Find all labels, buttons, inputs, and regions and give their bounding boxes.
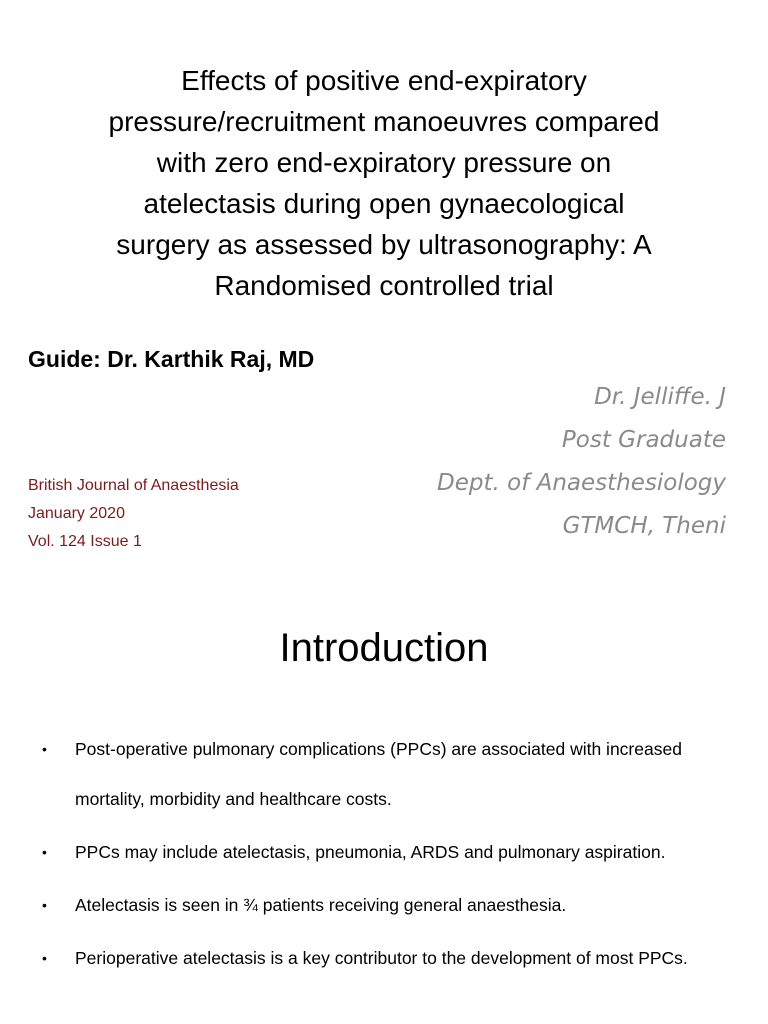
title-line: Effects of positive end-expiratory bbox=[181, 65, 587, 96]
title-line: pressure/recruitment manoeuvres compared bbox=[108, 106, 660, 137]
bullet-icon: • bbox=[42, 897, 47, 913]
author-institution: GTMCH, Theni bbox=[562, 513, 726, 539]
journal-citation bbox=[28, 472, 239, 556]
slide-title bbox=[40, 60, 728, 306]
bullet-text: Atelectasis is seen in ¾ patients receiving general anaesthesia. bbox=[75, 895, 567, 915]
bullet-item bbox=[36, 827, 736, 877]
guide-name: Guide: Dr. Karthik Raj, MD bbox=[28, 346, 315, 372]
bullet-text: PPCs may include atelectasis, pneumonia, ARDS and pulmonary aspiration. bbox=[75, 842, 666, 862]
bullet-icon: • bbox=[42, 844, 47, 860]
journal-date: January 2020 bbox=[28, 505, 125, 522]
bullet-text: Perioperative atelectasis is a key contributor to the development of most PPCs. bbox=[75, 948, 688, 968]
author-position: Post Graduate bbox=[561, 427, 726, 453]
bullet-item bbox=[36, 724, 736, 824]
author-department: Dept. of Anaesthesiology bbox=[437, 470, 726, 496]
bullet-icon: • bbox=[42, 741, 47, 757]
section-heading: Introduction bbox=[279, 626, 489, 670]
title-line: surgery as assessed by ultrasonography: A bbox=[116, 229, 652, 260]
title-line: atelectasis during open gynaecological bbox=[143, 188, 625, 219]
journal-name: British Journal of Anaesthesia bbox=[28, 477, 239, 494]
bullet-item bbox=[36, 933, 736, 983]
bullet-item bbox=[36, 880, 736, 930]
author-name: Dr. Jelliffe. J bbox=[594, 384, 726, 410]
bullet-list bbox=[36, 724, 736, 986]
bullet-icon: • bbox=[42, 950, 47, 966]
bullet-text: Post-operative pulmonary complications (PPCs) are associated with increased mortality, morbidity and healthcare costs. bbox=[75, 739, 682, 809]
author-block bbox=[437, 376, 726, 548]
title-line: with zero end-expiratory pressure on bbox=[156, 147, 612, 178]
journal-volume: Vol. 124 Issue 1 bbox=[28, 533, 142, 550]
title-line: Randomised controlled trial bbox=[214, 270, 554, 301]
